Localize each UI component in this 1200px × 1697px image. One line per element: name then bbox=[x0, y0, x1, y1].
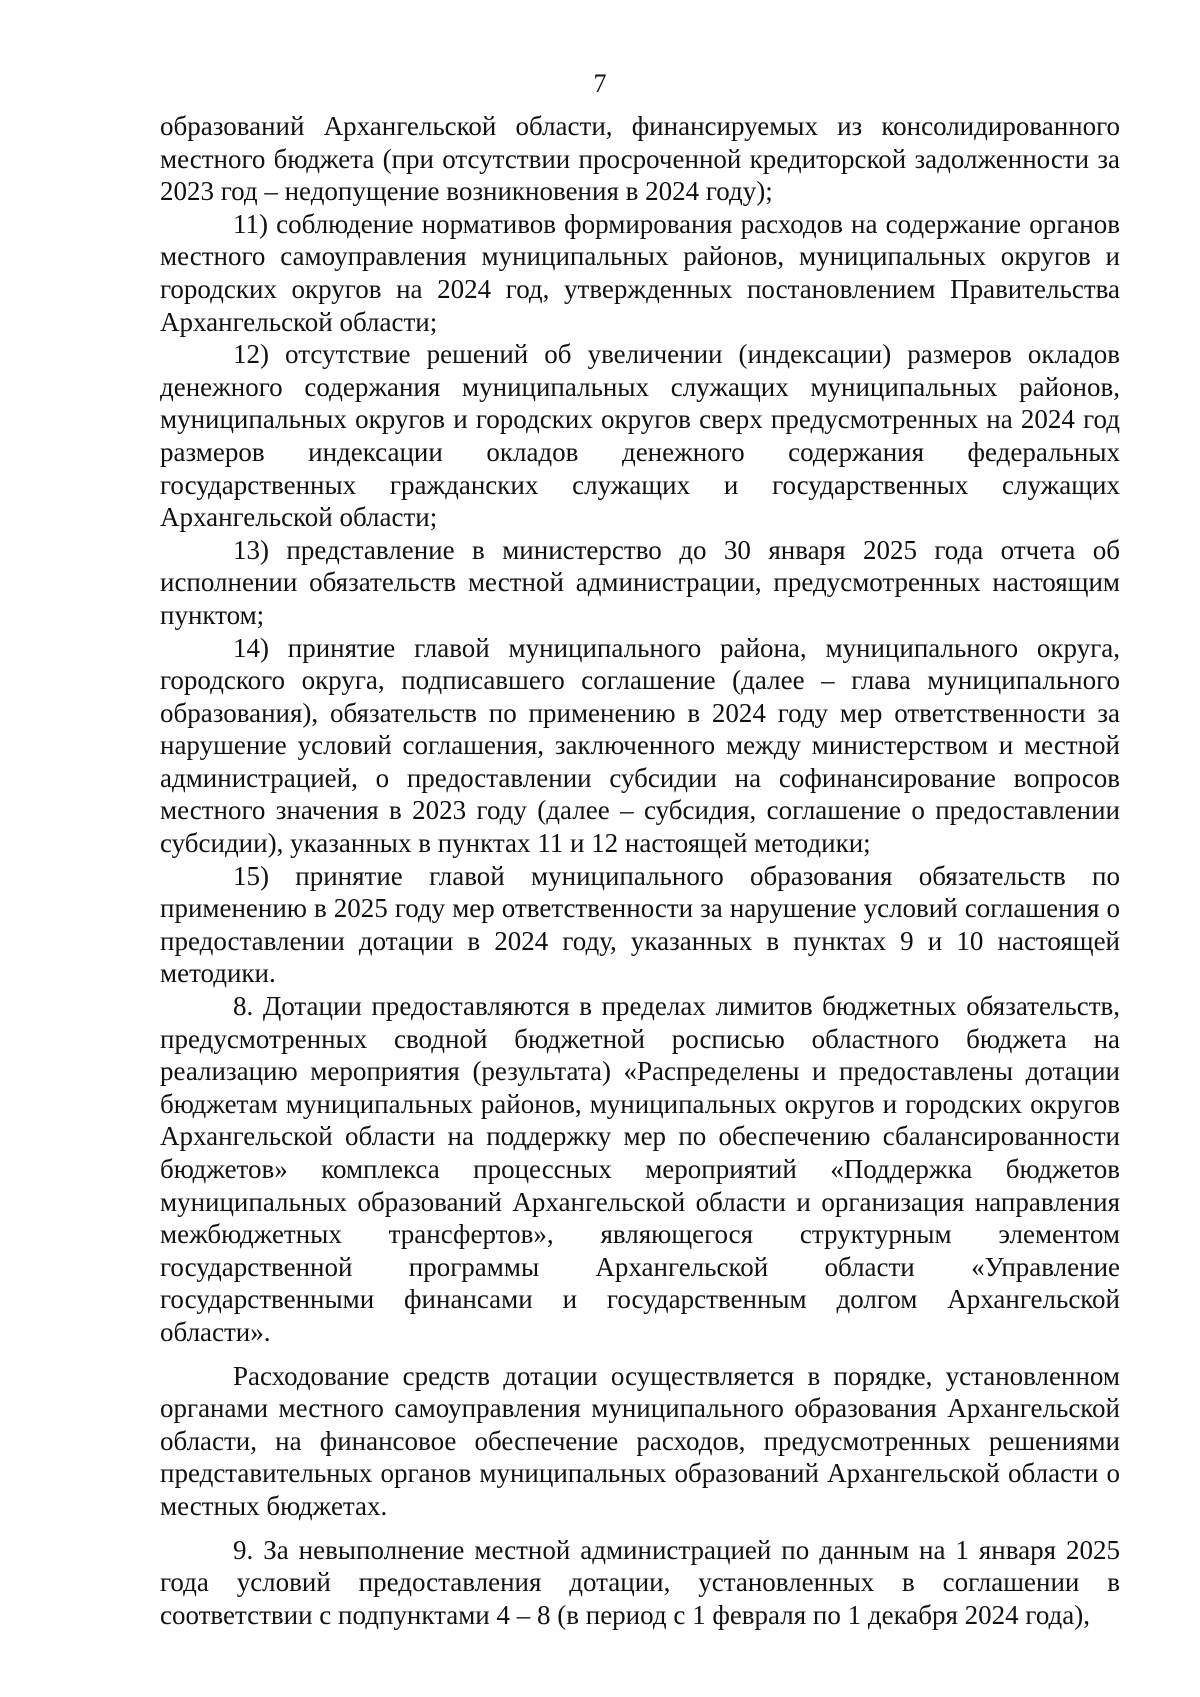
paragraph-spending: Расходование средств дотации осуществляется в порядке, установленном органами местного самоуправления муниципального образования Архангельской области, на финансовое обеспечение расходов, предусмотренных решениями представительных органов муниципальных образований Архангельской области о местных бюджетах. bbox=[160, 1360, 1120, 1521]
paragraph-item-11: 11) соблюдение нормативов формирования расходов на содержание органов местного самоуправления муниципальных районов, муниципальных округов и городских округов на 2024 год, утвержденных постановлением Правительства Архангельской области; bbox=[160, 208, 1120, 337]
paragraph-section-8: 8. Дотации предоставляются в пределах лимитов бюджетных обязательств, предусмотренных сводной бюджетной росписью областного бюджета на реализацию мероприятия (результата) «Распределены и предоставлены дотации бюджетам муниципальных районов, муниципальных округов и городских округов Архангельской области на поддержку мер по обеспечению сбалансированности бюджетов» комплекса процессных мероприятий «Поддержка бюджетов муниципальных образований Архангельской области и организация направления межбюджетных трансфертов», являющегося структурным элементом государственной программы Архангельской области «Управление государственными финансами и государственным долгом Архангельской области». bbox=[160, 991, 1120, 1347]
paragraph-section-9: 9. За невыполнение местной администрацией по данным на 1 января 2025 года условий предоставления дотации, установленных в соглашении в соответствии с подпунктами 4 – 8 (в период с 1 февраля по 1 декабря 2024 года), bbox=[160, 1534, 1120, 1630]
page-number: 7 bbox=[593, 69, 607, 98]
paragraph-continuation: образований Архангельской области, финансируемых из консолидированного местного бюджета (при отсутствии просроченной кредиторской задолженности за 2023 год – недопущение возникновения в 2024 году); bbox=[160, 111, 1120, 207]
paragraph-item-13: 13) представление в министерство до 30 января 2025 года отчета об исполнении обязательств местной администрации, предусмотренных настоящим пунктом; bbox=[160, 534, 1120, 630]
paragraph-item-12: 12) отсутствие решений об увеличении (индексации) размеров окладов денежного содержания муниципальных служащих муниципальных районов, муниципальных округов и городских округов сверх предусмотренных на 2024 год размеров индексации окладов денежного содержания федеральных государственных гражданских служащих и государственных служащих Архангельской области; bbox=[160, 339, 1120, 533]
document-body bbox=[160, 110, 1120, 1631]
paragraph-item-15: 15) принятие главой муниципального образования обязательств по применению в 2025 году мер ответственности за нарушение условий соглашения о предоставлении дотации в 2024 году, указанных в пунктах 9 и 10 настоящей методики. bbox=[160, 860, 1120, 989]
paragraph-item-14: 14) принятие главой муниципального района, муниципального округа, городского округа, подписавшего соглашение (далее – глава муниципального образования), обязательств по применению в 2024 году мер ответственности за нарушение условий соглашения, заключенного между министерством и местной администрацией, о предоставлении субсидии на софинансирование вопросов местного значения в 2023 году (далее – субсидия, соглашение о предоставлении субсидии), указанных в пунктах 11 и 12 настоящей методики; bbox=[160, 632, 1120, 859]
